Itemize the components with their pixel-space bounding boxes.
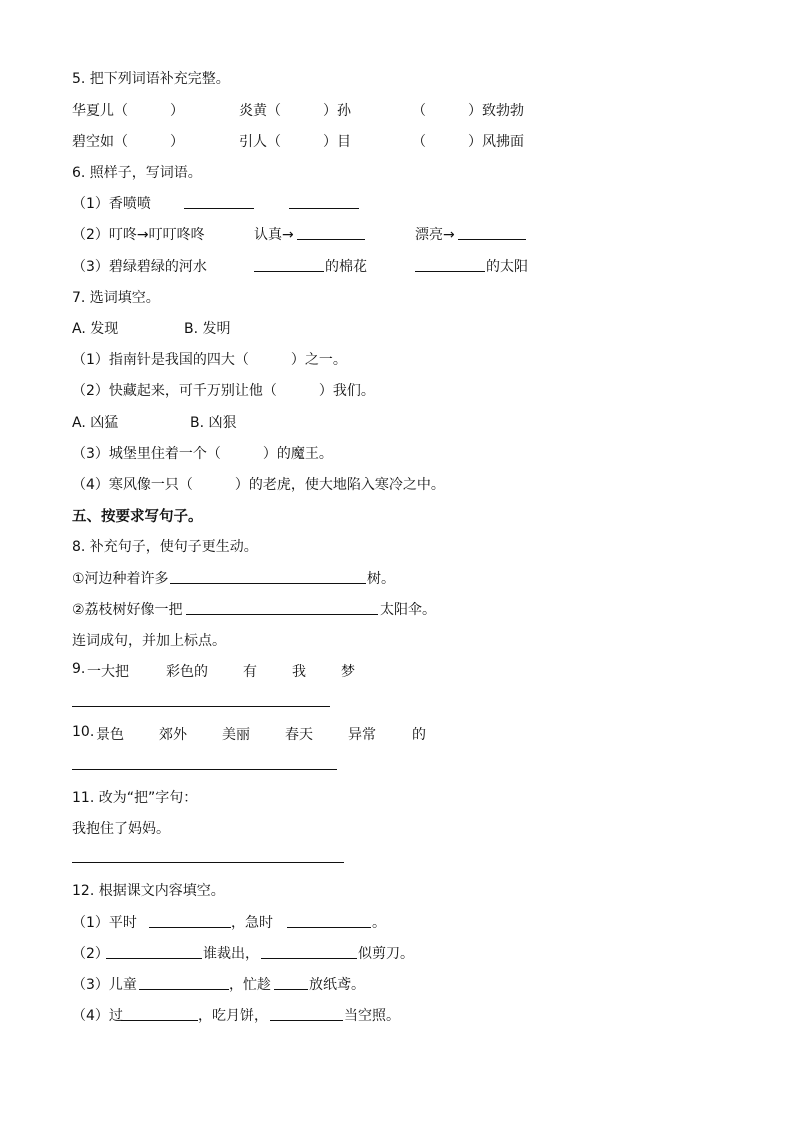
q12-l4-b: ，吃月饼， <box>198 1008 268 1024</box>
q8-s2-blank[interactable] <box>186 614 378 615</box>
q11-sentence: 我抱住了妈妈。 <box>72 821 170 837</box>
q8-note: 连词成句，并加上标点。 <box>72 633 226 649</box>
q7-sentence-4: （4）寒风像一只（ ）的老虎，使大地陷入寒冷之中。 <box>72 477 445 493</box>
q7-sentence-3: （3）城堡里住着一个（ ）的魔王。 <box>72 446 333 462</box>
q9-word-2: 彩色的 <box>166 664 208 680</box>
q6-row2-c: 漂亮→ <box>415 227 455 243</box>
q10-word-3: 美丽 <box>222 727 250 743</box>
q6-row2-b: 认真→ <box>254 227 294 243</box>
q11-title: 11. 改为“把”字句： <box>72 790 198 806</box>
q12-l3-b: ，忙趁 <box>229 977 271 993</box>
q12-l3-blank-1[interactable] <box>139 989 229 990</box>
q6-row3-c: 的太阳 <box>486 259 528 275</box>
q7-option-a2: A. 凶猛 <box>72 415 119 431</box>
q7-option-b2: B. 凶狠 <box>190 415 237 431</box>
q8-s2-pre: ②荔枝树好像一把 <box>72 602 183 618</box>
q10-answer-line[interactable] <box>72 769 337 770</box>
q9-word-5: 梦 <box>341 664 355 680</box>
q12-l3-blank-2[interactable] <box>274 989 308 990</box>
q5-item-5: 引人（ ）目 <box>239 134 351 150</box>
q5-item-1: 华夏儿（ ） <box>72 103 184 119</box>
q12-title: 12. 根据课文内容填空。 <box>72 883 225 899</box>
q9-answer-line[interactable] <box>72 706 330 707</box>
q9-number: 9. <box>72 661 86 677</box>
q6-row3-b: 的棉花 <box>325 259 367 275</box>
q10-word-1: 景色 <box>96 727 124 743</box>
q6-row3-blank-2[interactable] <box>415 271 485 272</box>
q10-word-6: 的 <box>412 727 426 743</box>
q10-word-5: 异常 <box>348 727 376 743</box>
q9-word-1: 一大把 <box>87 664 129 680</box>
section-5-heading: 五、按要求写句子。 <box>72 509 203 525</box>
q6-row1-label: （1）香喷喷 <box>72 196 151 212</box>
q10-word-4: 春天 <box>285 727 313 743</box>
q12-l4-c: 当空照。 <box>344 1008 400 1024</box>
q12-l2-b: 谁裁出， <box>203 946 259 962</box>
q6-row2-blank-2[interactable] <box>458 239 526 240</box>
q12-l1-c: 。 <box>372 915 386 931</box>
q6-row2-label: （2）叮咚→叮叮咚咚 <box>72 227 205 243</box>
q8-s1-blank[interactable] <box>170 583 366 584</box>
q8-title: 8. 补充句子，使句子更生动。 <box>72 539 258 555</box>
q12-l2-c: 似剪刀。 <box>358 946 414 962</box>
q9-word-3: 有 <box>243 664 257 680</box>
q8-s2-post: 太阳伞。 <box>380 602 436 618</box>
q12-l4-a: （4）过 <box>72 1008 123 1024</box>
q12-l1-b: ，急时 <box>231 915 273 931</box>
q5-item-4: 碧空如（ ） <box>72 134 184 150</box>
q12-l4-blank-2[interactable] <box>270 1020 343 1021</box>
q6-row1-blank-2[interactable] <box>289 208 359 209</box>
q9-word-4: 我 <box>292 664 306 680</box>
q10-word-2: 郊外 <box>159 727 187 743</box>
q7-option-b1: B. 发明 <box>184 321 231 337</box>
q12-l3-a: （3）儿童 <box>72 977 137 993</box>
q12-l2-blank-2[interactable] <box>261 958 357 959</box>
q7-title: 7. 选词填空。 <box>72 290 160 306</box>
q11-answer-line[interactable] <box>72 862 344 863</box>
q12-l2-blank-1[interactable] <box>106 958 202 959</box>
q7-sentence-1: （1）指南针是我国的四大（ ）之一。 <box>72 352 347 368</box>
q5-item-6: （ ）风拂面 <box>412 134 524 150</box>
q12-l4-blank-1[interactable] <box>121 1020 198 1021</box>
q12-l2-a: （2） <box>72 946 109 962</box>
q8-s1-pre: ①河边种着许多 <box>72 571 169 587</box>
q12-l1-blank-1[interactable] <box>149 927 231 928</box>
q12-l1-blank-2[interactable] <box>287 927 371 928</box>
q12-l1-a: （1）平时 <box>72 915 137 931</box>
q5-title: 5. 把下列词语补充完整。 <box>72 71 230 87</box>
q6-row2-blank-1[interactable] <box>297 239 365 240</box>
q5-item-2: 炎黄（ ）孙 <box>239 103 351 119</box>
q6-row3-blank-1[interactable] <box>254 271 324 272</box>
q7-sentence-2: （2）快藏起来，可千万别让他（ ）我们。 <box>72 383 375 399</box>
q5-item-3: （ ）致勃勃 <box>412 103 524 119</box>
q6-row3-label: （3）碧绿碧绿的河水 <box>72 259 207 275</box>
q6-title: 6. 照样子，写词语。 <box>72 165 202 181</box>
q7-option-a1: A. 发现 <box>72 321 119 337</box>
q12-l3-c: 放纸鸢。 <box>309 977 365 993</box>
q10-number: 10. <box>72 724 95 740</box>
q6-row1-blank-1[interactable] <box>184 208 254 209</box>
q8-s1-post: 树。 <box>367 571 395 587</box>
